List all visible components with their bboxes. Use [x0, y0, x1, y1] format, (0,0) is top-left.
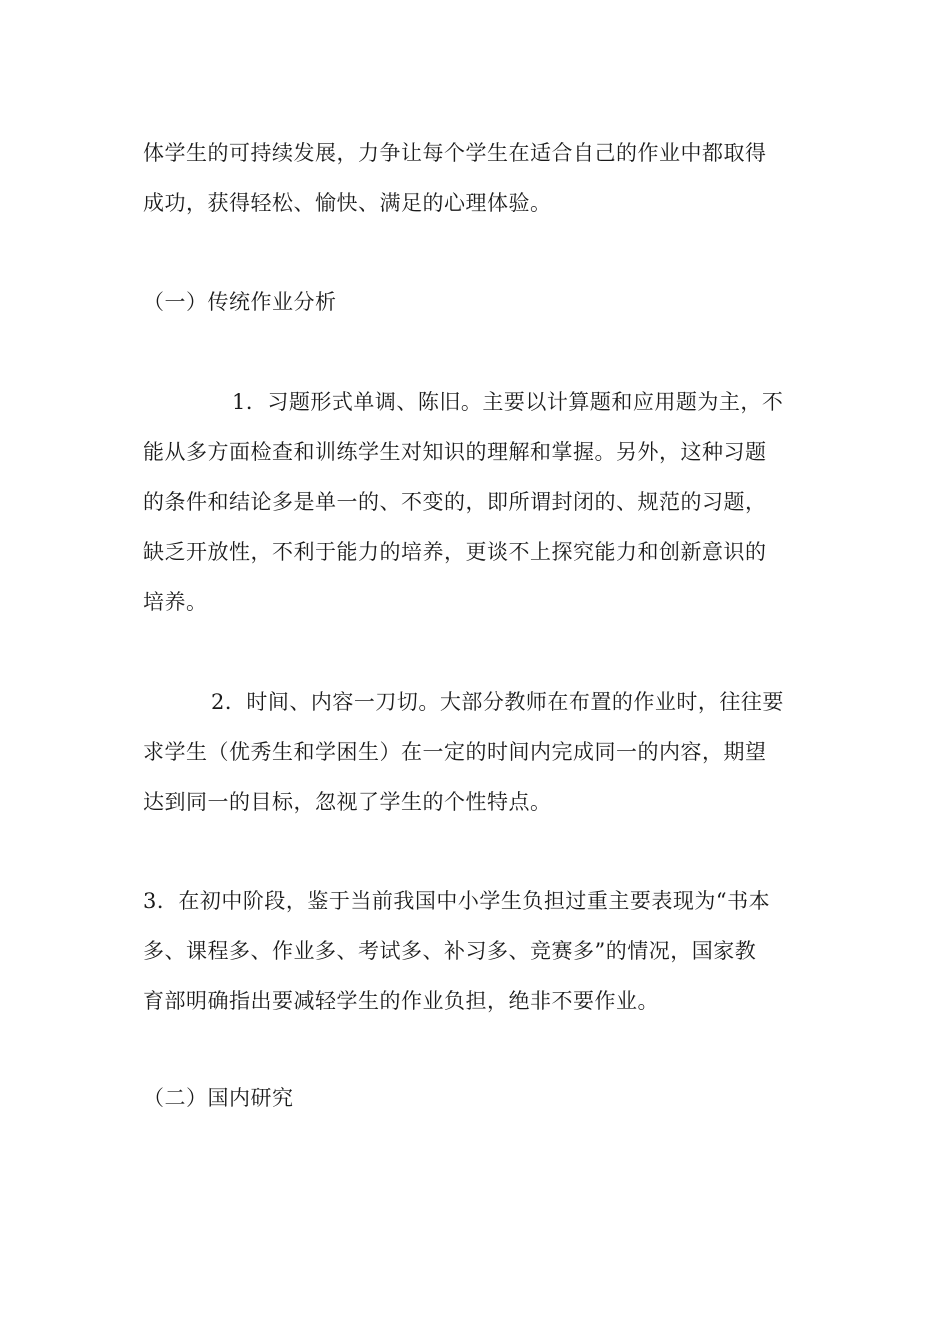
item-1-line-5: 培养。 [143, 590, 208, 614]
item-1-line-3: 的条件和结论多是单一的、不变的，即所谓封闭的、规范的习题， [143, 490, 767, 514]
item-2-line-2: 求学生（优秀生和学困生）在一定的时间内完成同一的内容，期望 [143, 740, 767, 764]
section-heading-traditional-homework: （一）传统作业分析 [143, 290, 337, 314]
item-2-line-1: 2．时间、内容一刀切。大部分教师在布置的作业时，往往要 [211, 690, 784, 714]
section-heading-domestic-research: （二）国内研究 [143, 1086, 294, 1110]
item-1-line-1: 1．习题形式单调、陈旧。主要以计算题和应用题为主，不 [232, 390, 784, 414]
item-1-line-2: 能从多方面检查和训练学生对知识的理解和掌握。另外，这种习题 [143, 440, 767, 464]
intro-line-2: 成功，获得轻松、愉快、满足的心理体验。 [143, 191, 552, 215]
intro-line-1: 体学生的可持续发展，力争让每个学生在适合自己的作业中都取得 [143, 141, 767, 165]
item-1-line-4: 缺乏开放性，不利于能力的培养，更谈不上探究能力和创新意识的 [143, 540, 767, 564]
item-3-line-3: 育部明确指出要减轻学生的作业负担，绝非不要作业。 [143, 989, 659, 1013]
item-3-line-1: 3．在初中阶段，鉴于当前我国中小学生负担过重主要表现为“书本 [143, 889, 771, 913]
item-2-line-3: 达到同一的目标，忽视了学生的个性特点。 [143, 790, 552, 814]
item-3-line-2: 多、课程多、作业多、考试多、补习多、竞赛多”的情况，国家教 [143, 939, 757, 963]
